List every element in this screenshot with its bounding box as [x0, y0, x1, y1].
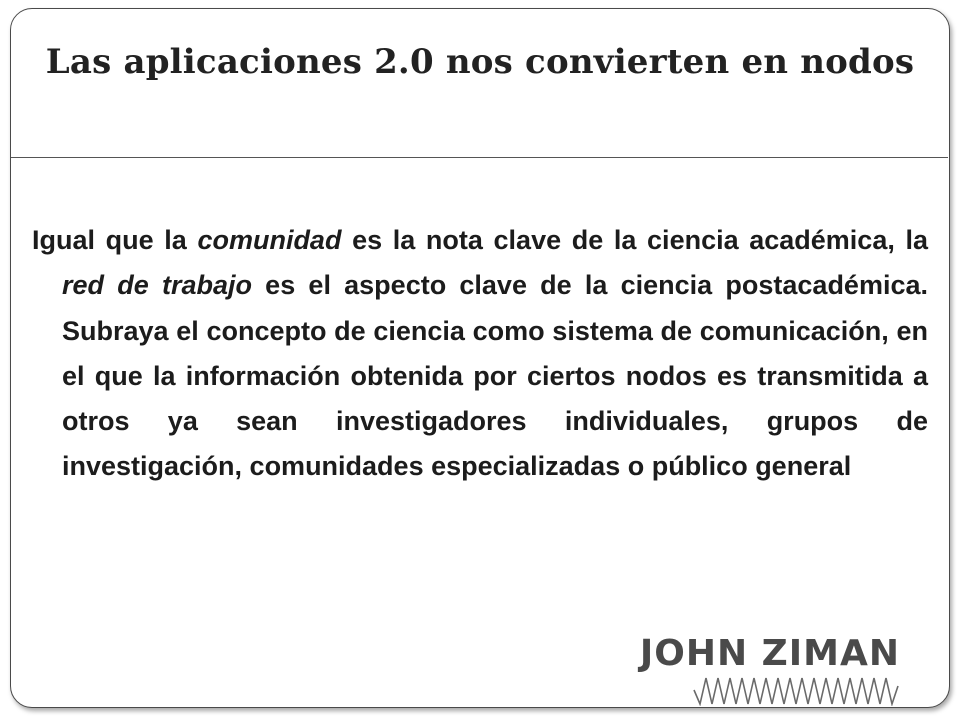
quote-text-part-2: es la nota clave de la ciencia académica, la — [341, 225, 928, 255]
quote-text-part-3: es el aspecto clave de la ciencia postacadémica. Subraya el concepto de ciencia como sistema de comunicación, en el que la información obtenida por ciertos nodos es transmitida a otros ya sean investigadores individuales, grupos de investigación, comunidades especializadas o público general — [62, 270, 928, 482]
quote-text-part-1: Igual que la — [32, 225, 198, 255]
author-signature: JOHN ZIMAN — [639, 633, 900, 674]
quote-emphasis-red-de-trabajo: red de trabajo — [62, 270, 252, 301]
squiggle-underline-decoration — [692, 672, 902, 706]
quote-emphasis-comunidad: comunidad — [197, 225, 342, 255]
quote-paragraph — [32, 218, 928, 490]
slide-title: Las aplicaciones 2.0 nos convierten en nodos — [45, 42, 915, 82]
title-divider — [11, 157, 948, 158]
